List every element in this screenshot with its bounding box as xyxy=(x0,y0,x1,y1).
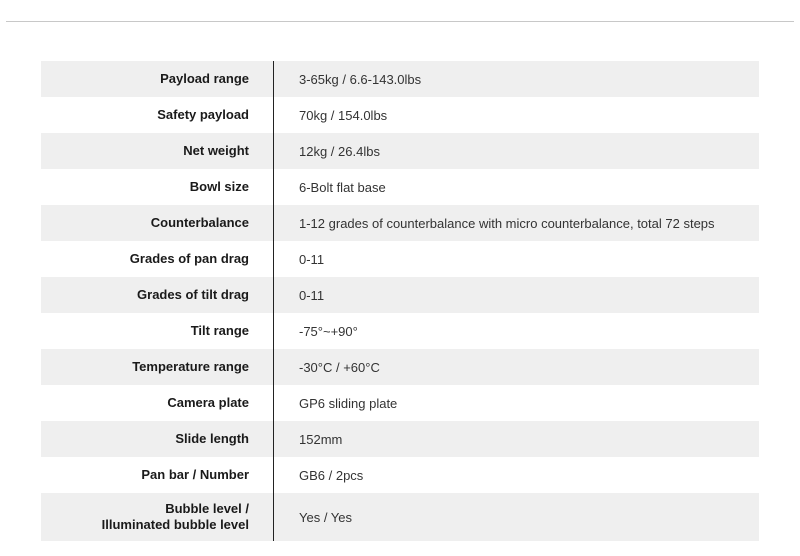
spec-label: Slide length xyxy=(41,421,274,457)
spec-label: Camera plate xyxy=(41,385,274,421)
spec-row xyxy=(41,205,759,241)
spec-value: GB6 / 2pcs xyxy=(299,467,364,483)
spec-row xyxy=(41,457,759,493)
spec-value: 12kg / 26.4lbs xyxy=(299,143,380,159)
spec-label: Payload range xyxy=(41,61,274,97)
spec-row xyxy=(41,277,759,313)
spec-value: 3-65kg / 6.6-143.0lbs xyxy=(299,71,422,87)
spec-label-line: Illuminated bubble level xyxy=(101,517,249,532)
spec-label: Pan bar / Number xyxy=(41,457,274,493)
spec-value: GP6 sliding plate xyxy=(299,395,398,411)
spec-row xyxy=(41,241,759,277)
spec-table xyxy=(41,61,759,541)
spec-row xyxy=(41,421,759,457)
spec-label: Temperature range xyxy=(41,349,274,385)
spec-value: 1-12 grades of counterbalance with micro counterbalance, total 72 steps xyxy=(299,215,715,231)
spec-row xyxy=(41,97,759,133)
spec-label: Safety payload xyxy=(41,97,274,133)
spec-value: -75°~+90° xyxy=(299,323,358,339)
spec-label: Tilt range xyxy=(41,313,274,349)
spec-value: 70kg / 154.0lbs xyxy=(299,107,388,123)
spec-value: 0-11 xyxy=(299,287,325,303)
spec-row xyxy=(41,493,759,541)
spec-value: 152mm xyxy=(299,431,343,447)
spec-row xyxy=(41,385,759,421)
top-divider xyxy=(6,21,794,22)
spec-row xyxy=(41,133,759,169)
spec-label: Grades of tilt drag xyxy=(41,277,274,313)
spec-row xyxy=(41,313,759,349)
spec-value: -30°C / +60°C xyxy=(299,359,380,375)
spec-label: Counterbalance xyxy=(41,205,274,241)
spec-label: Bowl size xyxy=(41,169,274,205)
spec-label: Grades of pan drag xyxy=(41,241,274,277)
spec-label-line: Bubble level / xyxy=(165,501,249,516)
spec-row xyxy=(41,169,759,205)
spec-row xyxy=(41,61,759,97)
spec-label: Net weight xyxy=(41,133,274,169)
spec-value: Yes / Yes xyxy=(299,509,353,525)
spec-row xyxy=(41,349,759,385)
spec-value: 6-Bolt flat base xyxy=(299,179,386,195)
spec-label xyxy=(41,493,274,541)
spec-value: 0-11 xyxy=(299,251,325,267)
